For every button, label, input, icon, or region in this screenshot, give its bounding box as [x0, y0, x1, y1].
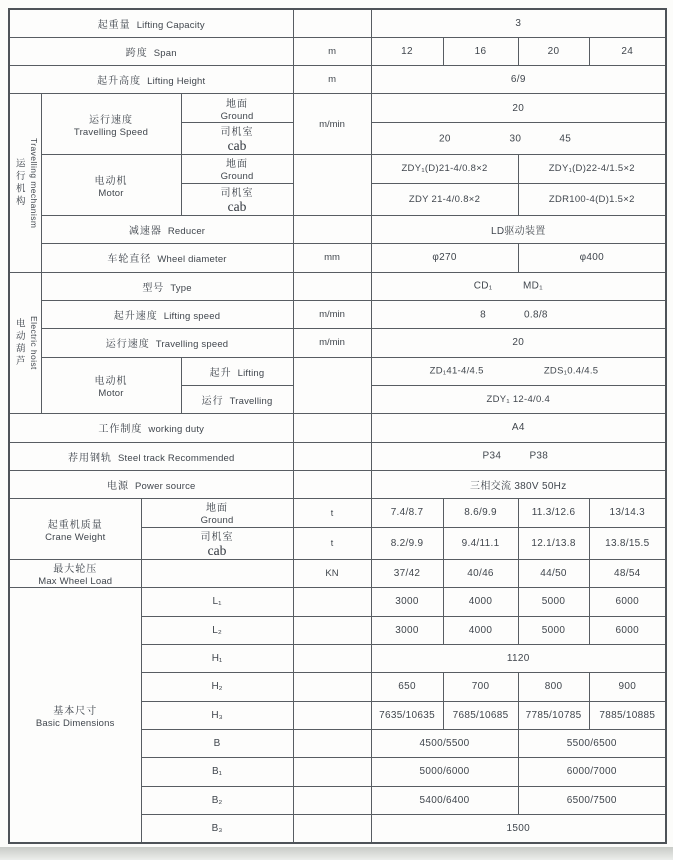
value-item: 8 [480, 309, 486, 321]
value-span-24: 24 [589, 37, 666, 65]
row-dim-l1 [9, 588, 666, 616]
value-cell: 7785/10785 [518, 701, 589, 729]
value-item: 30 [509, 133, 522, 144]
unit-cell-empty [293, 673, 371, 701]
row-steel-track [9, 442, 666, 470]
label-en: cab [207, 542, 227, 558]
label-en: Lifting speed [163, 311, 221, 323]
section-electric-hoist [9, 272, 41, 414]
value-item: ZD₁41-4/4.5 [429, 365, 484, 377]
value-span-16: 16 [443, 37, 518, 65]
sublabel-ground [141, 499, 293, 527]
value-hoist-motor-lifting [371, 357, 666, 385]
row-travelling-speed-ground [9, 94, 666, 122]
unit-cell-empty [293, 442, 371, 470]
sublabel-lifting [181, 357, 293, 385]
value-hoist-travelling-speed: 20 [371, 329, 666, 357]
label-zh: 最大轮压 [53, 564, 98, 576]
dim-label-b: B [141, 729, 293, 757]
label-en: Lifting [237, 367, 265, 379]
row-hoist-lifting-speed [9, 300, 666, 328]
value-cell: 4500/5500 [371, 729, 518, 757]
label-zh: 型号 [142, 282, 165, 294]
label-zh: 起升高度 [97, 76, 142, 88]
label-motor [41, 155, 181, 216]
label-zh: 工作制度 [98, 424, 143, 436]
value-cell: 5000 [518, 616, 589, 644]
unit-cell-empty [293, 155, 371, 216]
value-wheel-diameter-270: φ270 [371, 244, 518, 272]
row-hoist-travelling-speed [9, 329, 666, 357]
unit-m: m [293, 66, 371, 94]
value-cell: 5000 [518, 588, 589, 616]
label-en: Travelling Speed [73, 126, 149, 138]
value-cell: 44/50 [518, 559, 589, 587]
value-motor-ground-large: ZDY₁(D)22-4/1.5×2 [518, 155, 666, 183]
vertical-label [10, 96, 41, 269]
section-en: Electric hoist [28, 315, 39, 370]
value-item: 0.8/8 [524, 309, 548, 321]
crane-specification-table [8, 8, 667, 844]
label-zh: 电动机 [94, 175, 128, 187]
label-en: Max Wheel Load [38, 576, 113, 588]
label-en: Lifting Height [147, 76, 206, 88]
label-en: Basic Dimensions [35, 717, 115, 729]
value-lifting-height: 6/9 [371, 66, 666, 94]
value-item: 45 [559, 133, 572, 144]
row-hoist-motor-lifting [9, 357, 666, 385]
dim-label-h3: H₃ [141, 701, 293, 729]
label-zh: 荐用钢轨 [67, 452, 112, 464]
value-cell: 8.2/9.9 [371, 527, 443, 559]
dim-label-h2: H₂ [141, 673, 293, 701]
label-en: Travelling [229, 396, 273, 408]
label-zh: 地面 [226, 98, 249, 110]
label-steel-track [9, 442, 293, 470]
row-max-wheel-load [9, 559, 666, 587]
value-span-12: 12 [371, 37, 443, 65]
label-zh: 运行速度 [89, 114, 133, 126]
value-travelling-speed-ground: 20 [371, 94, 666, 122]
unit-t: t [293, 527, 371, 559]
section-zh: 运行机构 [13, 158, 25, 209]
value-item: MD₁ [523, 280, 543, 292]
row-lifting-height [9, 66, 666, 94]
label-en: Travelling speed [155, 339, 229, 351]
value-cell: 11.3/12.6 [518, 499, 589, 527]
value-cell: 6000 [589, 588, 666, 616]
dim-label-b3: B₃ [141, 814, 293, 843]
value-item: P38 [529, 450, 549, 462]
label-en: Ground [200, 515, 234, 527]
unit-cell-empty [293, 9, 371, 37]
value-cell: 3000 [371, 616, 443, 644]
label-en: Reducer [167, 226, 206, 238]
value-cell: 800 [518, 673, 589, 701]
label-en: Crane Weight [45, 531, 106, 543]
unit-cell-empty [293, 357, 371, 414]
value-cell: 37/42 [371, 559, 443, 587]
label-power-source [9, 470, 293, 498]
value-cell: 6000/7000 [518, 758, 666, 786]
label-working-duty [9, 414, 293, 442]
label-zh: 起升速度 [113, 311, 158, 323]
unit-m-min: m/min [293, 94, 371, 155]
value-cell: 7635/10635 [371, 701, 443, 729]
value-cell: 5500/6500 [518, 729, 666, 757]
value-cell: 5000/6000 [371, 758, 518, 786]
value-cell: 13.8/15.5 [589, 527, 666, 559]
label-zh: 电动机 [94, 375, 128, 387]
value-lifting-capacity: 3 [371, 9, 666, 37]
value-motor-ground-small: ZDY₁(D)21-4/0.8×2 [371, 155, 518, 183]
value-cell: 650 [371, 673, 443, 701]
label-zh: 司机室 [220, 187, 254, 199]
sublabel-cab [181, 183, 293, 215]
unit-m-min: m/min [293, 300, 371, 328]
label-en: cab [227, 138, 247, 153]
value-item: ZDS₁0.4/4.5 [543, 365, 599, 377]
value-cell: 5400/6400 [371, 786, 518, 814]
label-en: working duty [148, 424, 205, 436]
label-en: Wheel diameter [157, 254, 227, 266]
value-item: 20 [439, 133, 451, 144]
vertical-label [10, 275, 41, 412]
value-cell: 4000 [443, 616, 518, 644]
label-en: Span [153, 47, 177, 59]
dim-label-l2: L₂ [141, 616, 293, 644]
value-power-source: 三相交流 380V 50Hz [371, 470, 666, 498]
value-cell: 9.4/11.1 [443, 527, 518, 559]
row-hoist-type [9, 272, 666, 300]
row-span [9, 37, 666, 65]
label-zh: 车轮直径 [107, 254, 152, 266]
value-cell: 6500/7500 [518, 786, 666, 814]
row-crane-weight-ground [9, 499, 666, 527]
section-max-wheel-load [9, 559, 141, 587]
unit-cell-empty [293, 786, 371, 814]
value-cell: 8.6/9.9 [443, 499, 518, 527]
value-dim-h1: 1120 [371, 644, 666, 672]
value-cell: 6000 [589, 616, 666, 644]
value-span-20: 20 [518, 37, 589, 65]
row-lifting-capacity [9, 9, 666, 37]
unit-cell-empty [293, 414, 371, 442]
section-basic-dimensions [9, 588, 141, 843]
label-type [41, 272, 293, 300]
value-working-duty: A4 [371, 414, 666, 442]
value-cell: 3000 [371, 588, 443, 616]
label-en: Ground [220, 110, 254, 122]
value-travelling-speed-cab [371, 122, 666, 154]
label-lifting-speed [41, 300, 293, 328]
label-zh: 司机室 [200, 531, 234, 543]
sublabel-ground [181, 94, 293, 122]
label-zh: 运行速度 [105, 339, 150, 351]
value-cell: 900 [589, 673, 666, 701]
label-en: cab [227, 198, 247, 214]
value-cell: 7685/10685 [443, 701, 518, 729]
value-item: CD₁ [473, 280, 493, 292]
value-dim-b3: 1500 [371, 814, 666, 843]
value-cell: 13/14.3 [589, 499, 666, 527]
value-hoist-lifting-speed [371, 300, 666, 328]
label-en: Steel track Recommended [117, 452, 235, 464]
label-en: Motor [98, 387, 124, 399]
label-zh: 地面 [206, 503, 229, 515]
value-motor-cab-small: ZDY 21-4/0.8×2 [371, 183, 518, 215]
label-zh: 基本尺寸 [53, 705, 98, 717]
value-motor-cab-large: ZDR100-4(D)1.5×2 [518, 183, 666, 215]
unit-cell-empty [293, 814, 371, 843]
scan-edge-artifact [0, 847, 673, 860]
unit-cell-empty [293, 729, 371, 757]
section-crane-weight [9, 499, 141, 560]
sublabel-travelling [181, 385, 293, 413]
label-zh: 减速器 [128, 226, 162, 238]
label-lifting-height [9, 66, 293, 94]
row-power-source [9, 470, 666, 498]
label-zh: 起重量 [97, 19, 131, 31]
unit-cell-empty [293, 215, 371, 243]
value-cell: 40/46 [443, 559, 518, 587]
value-steel-track [371, 442, 666, 470]
label-travelling-speed [41, 94, 181, 155]
label-lifting-capacity [9, 9, 293, 37]
value-cell: 700 [443, 673, 518, 701]
value-hoist-motor-travelling: ZDY₁ 12-4/0.4 [371, 385, 666, 413]
sublabel-cab [141, 527, 293, 559]
value-cell: 12.1/13.8 [518, 527, 589, 559]
unit-cell-empty [293, 470, 371, 498]
row-wheel-diameter [9, 244, 666, 272]
label-zh: 起重机质量 [47, 519, 103, 531]
label-zh: 地面 [226, 159, 249, 171]
unit-cell-empty [293, 644, 371, 672]
unit-cell-empty [293, 758, 371, 786]
value-reducer: LD驱动装置 [371, 215, 666, 243]
value-item: P34 [482, 450, 502, 462]
value-cell: 48/54 [589, 559, 666, 587]
label-motor [41, 357, 181, 414]
unit-m: m [293, 37, 371, 65]
unit-t: t [293, 499, 371, 527]
label-en: Power source [135, 481, 196, 492]
row-reducer [9, 215, 666, 243]
section-en: Travelling mechanism [28, 137, 39, 229]
unit-cell-empty [293, 588, 371, 616]
sublabel-cab [181, 122, 293, 154]
sublabel-empty [141, 559, 293, 587]
value-cell: 7885/10885 [589, 701, 666, 729]
label-zh: 跨度 [125, 47, 148, 59]
label-travelling-speed2 [41, 329, 293, 357]
row-motor-ground [9, 155, 666, 183]
value-cell: 7.4/8.7 [371, 499, 443, 527]
value-cell: 4000 [443, 588, 518, 616]
unit-mm: mm [293, 244, 371, 272]
label-en: Ground [220, 171, 254, 183]
dim-label-b1: B₁ [141, 758, 293, 786]
label-zh: 司机室 [220, 127, 254, 138]
unit-cell-empty [293, 616, 371, 644]
unit-cell-empty [293, 272, 371, 300]
sublabel-ground [181, 155, 293, 183]
section-zh: 电动葫芦 [13, 317, 25, 368]
label-zh: 运行 [201, 396, 224, 408]
section-travelling-mechanism [9, 94, 41, 272]
label-en: Motor [98, 187, 124, 199]
dim-label-b2: B₂ [141, 786, 293, 814]
dim-label-l1: L₁ [141, 588, 293, 616]
unit-cell-empty [293, 701, 371, 729]
label-en: Lifting Capacity [136, 19, 205, 31]
unit-m-min: m/min [293, 329, 371, 357]
label-en: Type [170, 282, 192, 294]
label-span [9, 37, 293, 65]
label-zh: 起升 [209, 367, 232, 379]
label-reducer [41, 215, 293, 243]
dim-label-h1: H₁ [141, 644, 293, 672]
unit-kn: KN [293, 559, 371, 587]
row-working-duty [9, 414, 666, 442]
value-hoist-type [371, 272, 666, 300]
value-wheel-diameter-400: φ400 [518, 244, 666, 272]
label-zh: 电源 [107, 481, 130, 492]
label-wheel-diameter [41, 244, 293, 272]
